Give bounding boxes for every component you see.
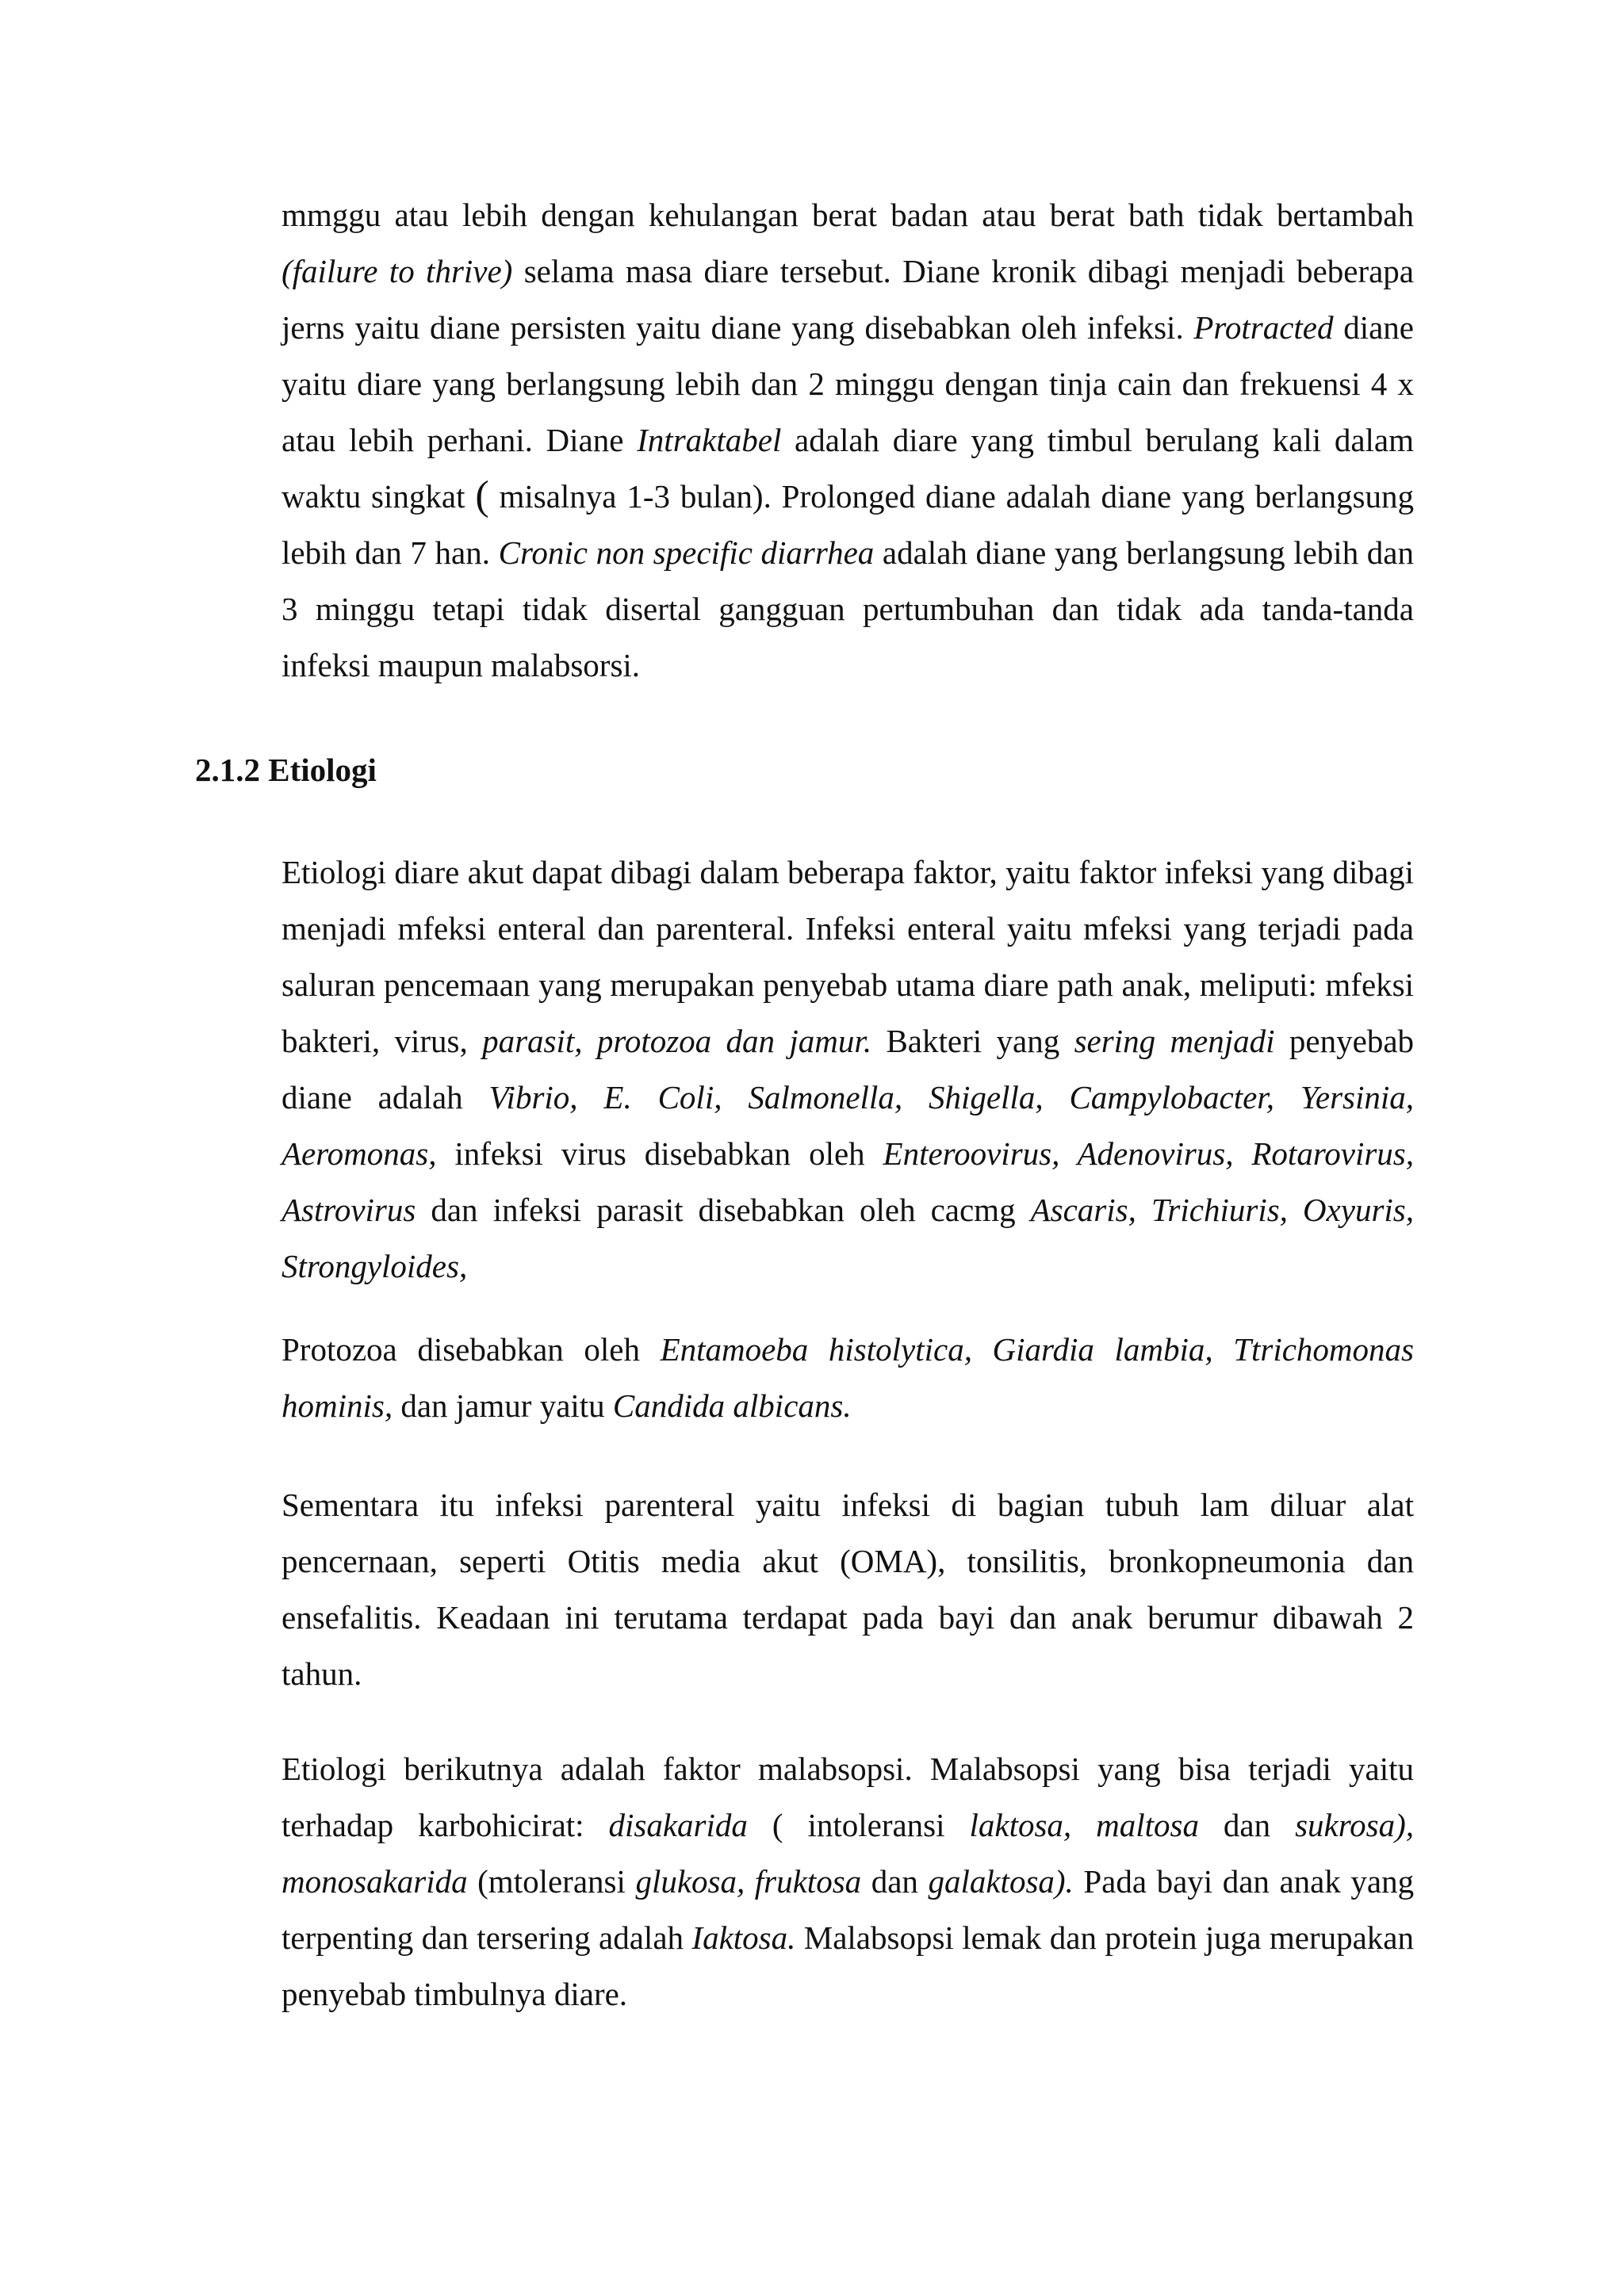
text-run: adalah diare yang timbul berulang kali dalam waktu singkat	[282, 422, 1415, 515]
italic-run: Enteroovirus, Adenovirus, Rotarovirus, Astrovirus	[282, 1135, 1414, 1228]
paragraph-infeksi-parenteral	[282, 1477, 1414, 1702]
italic-run: disakarida	[608, 1807, 748, 1843]
text-run: dan	[1223, 1807, 1271, 1843]
text-run: adalah diane yang berlangsung lebih dan 3 minggu tetapi tidak disertal gangguan pertumbuhan dan tidak ada tanda-tanda infeksi maupun malabsorsi.	[282, 534, 1415, 683]
italic-run: Intraktabel	[637, 422, 782, 458]
italic-run: Entamoeba histolytica, Giardia lambia, Ttrichomonas hominis,	[282, 1331, 1414, 1424]
text-run: Protozoa disebabkan oleh	[282, 1331, 640, 1368]
paragraph-protozoa	[282, 1322, 1414, 1434]
text-run: misalnya 1-3 bulan). Prolonged diane adalah diane yang berlangsung lebih dan 7 han.	[282, 478, 1415, 571]
text-run: penyebab diane adalah	[282, 1023, 1415, 1115]
paragraph-diare-kronik	[282, 187, 1414, 694]
text-run: infeksi virus disebabkan oleh	[454, 1135, 865, 1172]
text-run: selama masa diare tersebut. Diane kronik dibagi menjadi beberapa jerns yaitu diane persisten yaitu diane yang disebabkan oleh infeksi.	[282, 253, 1415, 346]
italic-run: (failure to thrive)	[282, 253, 513, 289]
text-run: dan infeksi parasit disebabkan oleh cacmg	[431, 1192, 1016, 1228]
italic-run: Cronic non specific diarrhea	[498, 534, 875, 571]
italic-run: galaktosa).	[928, 1863, 1074, 1900]
italic-run: Protracted	[1193, 309, 1334, 346]
text-run: diane yaitu diare yang berlangsung lebih dan 2 minggu dengan tinja cain dan frekuensi 4 x atau lebih perhani. Diane	[282, 309, 1414, 458]
italic-run: sukrosa), monosakarida	[282, 1807, 1415, 1900]
text-run: dan	[871, 1863, 918, 1900]
text-run: mmggu atau lebih dengan kehulangan berat badan atau berat bath tidak bertambah	[282, 197, 1414, 233]
italic-run: Vibrio, E. Coli, Salmonella, Shigella, Campylobacter, Yersinia, Aeromonas,	[282, 1079, 1415, 1172]
text-run: Bakteri yang	[886, 1023, 1060, 1059]
text-run: ( intoleransi	[772, 1807, 945, 1843]
text-run: Sementara itu infeksi parenteral yaitu infeksi di bagian tubuh lam diluar alat pencernaan, seperti Otitis media akut (OMA), tonsilitis, bronkopneumonia dan ensefalitis. Keadaan ini terutama terdapat pada bayi dan anak berumur dibawah 2 tahun.	[282, 1487, 1414, 1692]
text-run: Etiologi berikutnya adalah faktor malabsopsi. Malabsopsi yang bisa terjadi yaitu terhadap karbohicirat:	[282, 1751, 1414, 1843]
text-run: (mtoleransi	[477, 1863, 626, 1900]
italic-run: Ascaris, Trichiuris, Oxyuris, Strongyloides,	[282, 1192, 1414, 1284]
text-run: Pada bayi dan anak yang terpenting dan tersering adalah	[282, 1863, 1415, 1956]
italic-run: parasit, protozoa dan jamur.	[482, 1023, 872, 1059]
italic-run: laktosa, maltosa	[969, 1807, 1199, 1843]
text-run: dan jamur yaitu	[400, 1387, 605, 1424]
text-run: Etiologi diare akut dapat dibagi dalam beberapa faktor, yaitu faktor infeksi yang dibagi menjadi mfeksi enteral dan parenteral. Infeksi enteral yaitu mfeksi yang terjadi pada saluran pencemaan yang merupakan penyebab utama diare path anak, meliputi: mfeksi bakteri, virus,	[282, 854, 1414, 1059]
section-heading-etiologi: 2.1.2 Etiologi	[195, 752, 377, 788]
paragraph-malabsorpsi	[282, 1741, 1414, 2022]
open-paren: (	[475, 473, 489, 519]
italic-run: sering menjadi	[1074, 1023, 1275, 1059]
italic-run: glukosa, fruktosa	[635, 1863, 862, 1900]
paragraph-etiologi-infeksi	[282, 844, 1414, 1295]
italic-run: Iaktosa.	[691, 1919, 796, 1956]
text-run: Malabsopsi lemak dan protein juga merupakan penyebab timbulnya diare.	[282, 1919, 1414, 2012]
italic-run: Candida albicans.	[612, 1387, 852, 1424]
